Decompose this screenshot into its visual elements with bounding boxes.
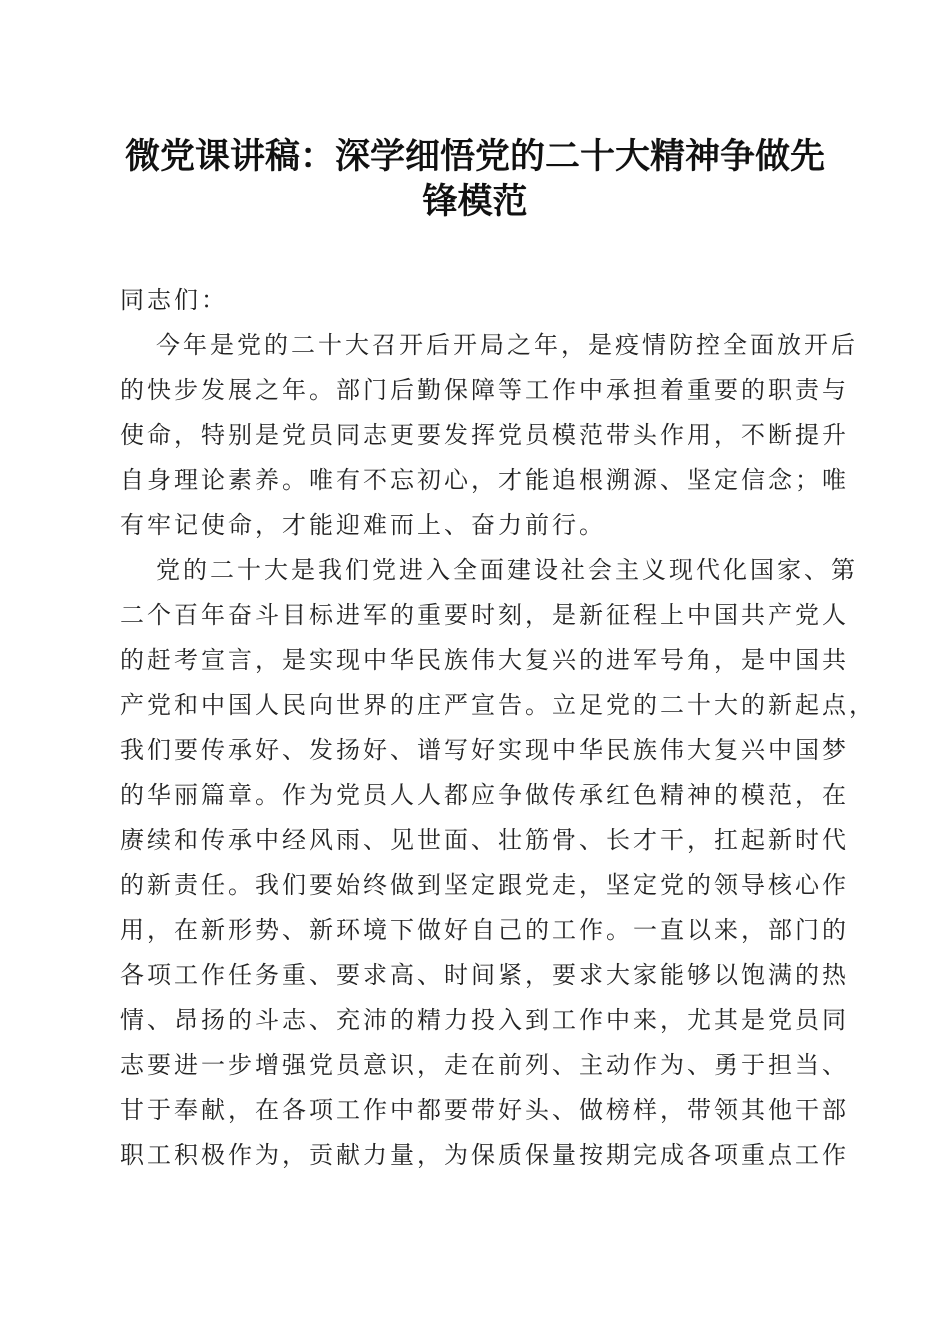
paragraph-line: 各项工作任务重、要求高、时间紧，要求大家能够以饱满的热 bbox=[120, 961, 849, 989]
paragraph-line: 使命，特别是党员同志更要发挥党员模范带头作用，不断提升 bbox=[120, 421, 849, 449]
paragraph-line: 有牢记使命，才能迎难而上、奋力前行。 bbox=[120, 511, 606, 539]
paragraph-line: 今年是党的二十大召开后开局之年，是疫情防控全面放开后 bbox=[156, 331, 858, 359]
paragraph-line: 赓续和传承中经风雨、见世面、壮筋骨、长才干，扛起新时代 bbox=[120, 826, 849, 854]
paragraph-line: 二个百年奋斗目标进军的重要时刻，是新征程上中国共产党人 bbox=[120, 601, 849, 629]
paragraph-1 bbox=[120, 323, 858, 548]
paragraph-2 bbox=[120, 548, 876, 1178]
paragraph-line: 的华丽篇章。作为党员人人都应争做传承红色精神的模范，在 bbox=[120, 781, 849, 809]
paragraph-line: 党的二十大是我们党进入全面建设社会主义现代化国家、第 bbox=[156, 556, 858, 584]
document-title bbox=[100, 134, 850, 224]
title-line-2: 锋模范 bbox=[422, 181, 528, 222]
title-line-1: 微党课讲稿：深学细悟党的二十大精神争做先 bbox=[124, 136, 825, 177]
paragraph-line: 的新责任。我们要始终做到坚定跟党走，坚定党的领导核心作 bbox=[120, 871, 849, 899]
paragraph-line: 志要进一步增强党员意识，走在前列、主动作为、勇于担当、 bbox=[120, 1051, 849, 1079]
paragraph-line: 职工积极作为，贡献力量，为保质保量按期完成各项重点工作 bbox=[120, 1141, 849, 1169]
paragraph-line: 我们要传承好、发扬好、谱写好实现中华民族伟大复兴中国梦 bbox=[120, 736, 849, 764]
paragraph-line: 用，在新形势、新环境下做好自己的工作。一直以来，部门的 bbox=[120, 916, 849, 944]
document-body bbox=[120, 278, 876, 1178]
paragraph-line: 的赶考宣言，是实现中华民族伟大复兴的进军号角，是中国共 bbox=[120, 646, 849, 674]
salutation: 同志们： bbox=[120, 286, 228, 314]
paragraph-line: 自身理论素养。唯有不忘初心，才能追根溯源、坚定信念；唯 bbox=[120, 466, 849, 494]
paragraph-line: 甘于奉献，在各项工作中都要带好头、做榜样，带领其他干部 bbox=[120, 1096, 849, 1124]
paragraph-line: 情、昂扬的斗志、充沛的精力投入到工作中来，尤其是党员同 bbox=[120, 1006, 849, 1034]
paragraph-line: 产党和中国人民向世界的庄严宣告。立足党的二十大的新起点， bbox=[120, 691, 876, 719]
paragraph-line: 的快步发展之年。部门后勤保障等工作中承担着重要的职责与 bbox=[120, 376, 849, 404]
